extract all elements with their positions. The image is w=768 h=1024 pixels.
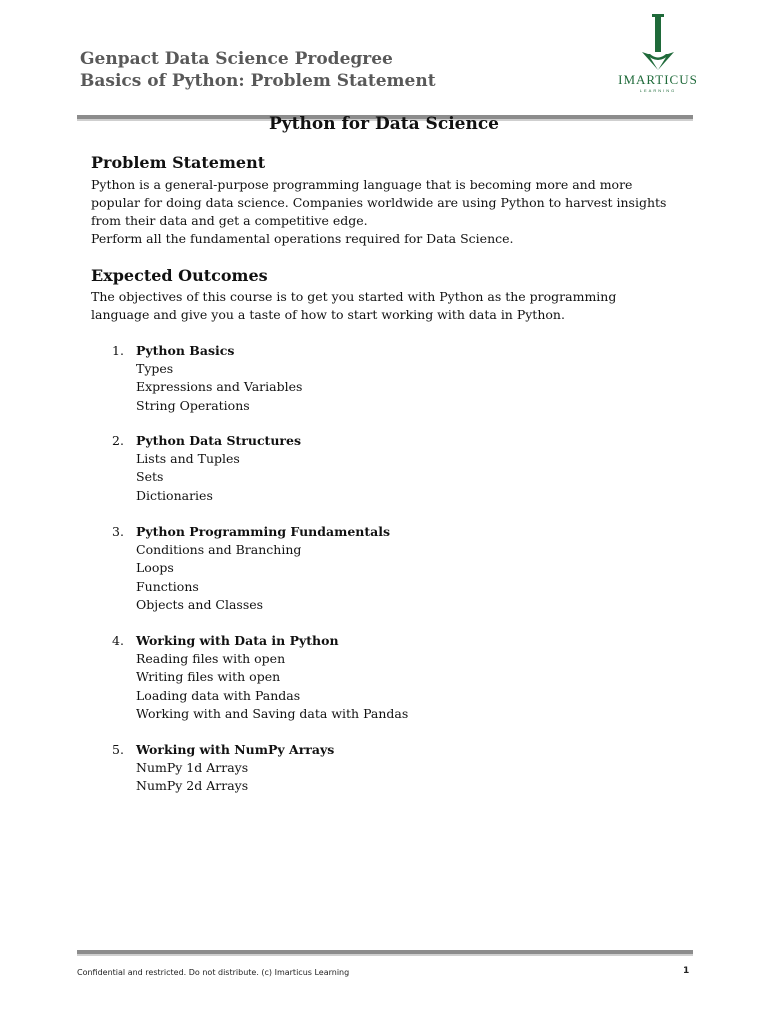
outcome-topic: NumPy 1d Arrays — [136, 760, 249, 776]
outcome-number: 1. — [112, 343, 124, 358]
document-title: Python for Data Science — [269, 114, 499, 134]
footer-divider — [77, 950, 693, 956]
outcome-topics — [136, 360, 302, 415]
outcome-topic: NumPy 2d Arrays — [136, 778, 249, 794]
logo-mark-icon — [612, 14, 704, 74]
imarticus-logo — [612, 14, 704, 94]
problem-line: from their data and get a competitive edge. — [91, 213, 368, 228]
outcome-number: 4. — [112, 633, 124, 648]
outcome-topics — [136, 759, 248, 795]
outcome-topic: Lists and Tuples — [136, 451, 240, 467]
outcome-title: Working with Data in Python — [136, 633, 339, 648]
header-line-1: Genpact Data Science Prodegree — [80, 49, 393, 69]
outcome-topics — [136, 650, 408, 723]
expected-outcomes-intro — [91, 288, 691, 324]
problem-line: popular for doing data science. Companies worldwide are using Python to harvest insights — [91, 195, 667, 210]
outcome-topic: Reading files with open — [136, 651, 286, 667]
document-header — [80, 48, 436, 92]
outcome-number: 3. — [112, 524, 124, 539]
outcome-number: 2. — [112, 433, 124, 448]
outcome-title: Python Basics — [136, 343, 235, 358]
problem-statement-heading: Problem Statement — [91, 153, 266, 172]
problem-statement-text — [91, 176, 691, 248]
page-number: 1 — [683, 966, 690, 976]
outcome-title: Python Data Structures — [136, 433, 301, 448]
outcome-topic: Types — [136, 361, 174, 377]
intro-line: language and give you a taste of how to start working with data in Python. — [91, 307, 565, 322]
outcome-topics — [136, 450, 240, 505]
outcome-topic: Objects and Classes — [136, 596, 264, 612]
outcome-title: Working with NumPy Arrays — [136, 742, 335, 757]
logo-tagline: LEARNING — [639, 88, 677, 93]
problem-line: Python is a general-purpose programming language that is becoming more and more — [91, 177, 633, 192]
outcome-topic: Loops — [136, 560, 174, 576]
footer-notice: Confidential and restricted. Do not distribute. (c) Imarticus Learning — [77, 968, 350, 977]
outcome-topic: Dictionaries — [136, 487, 213, 503]
outcome-topic: Conditions and Branching — [136, 542, 302, 558]
outcome-topic: Sets — [136, 469, 164, 485]
outcome-title: Python Programming Fundamentals — [136, 524, 391, 539]
outcome-topic: Functions — [136, 578, 199, 594]
outcome-topic: Loading data with Pandas — [136, 687, 301, 703]
outcome-topic: Working with and Saving data with Pandas — [136, 705, 409, 721]
header-line-2: Basics of Python: Problem Statement — [80, 71, 436, 91]
logo-wordmark: IMARTICUS — [618, 72, 698, 87]
outcome-topic: Writing files with open — [136, 669, 281, 685]
outcome-topic: Expressions and Variables — [136, 379, 303, 395]
expected-outcomes-heading: Expected Outcomes — [91, 266, 268, 285]
outcome-topic: String Operations — [136, 397, 250, 413]
problem-line: Perform all the fundamental operations required for Data Science. — [91, 231, 514, 246]
outcome-topics — [136, 541, 301, 614]
outcome-number: 5. — [112, 742, 124, 757]
intro-line: The objectives of this course is to get you started with Python as the programming — [91, 289, 617, 304]
